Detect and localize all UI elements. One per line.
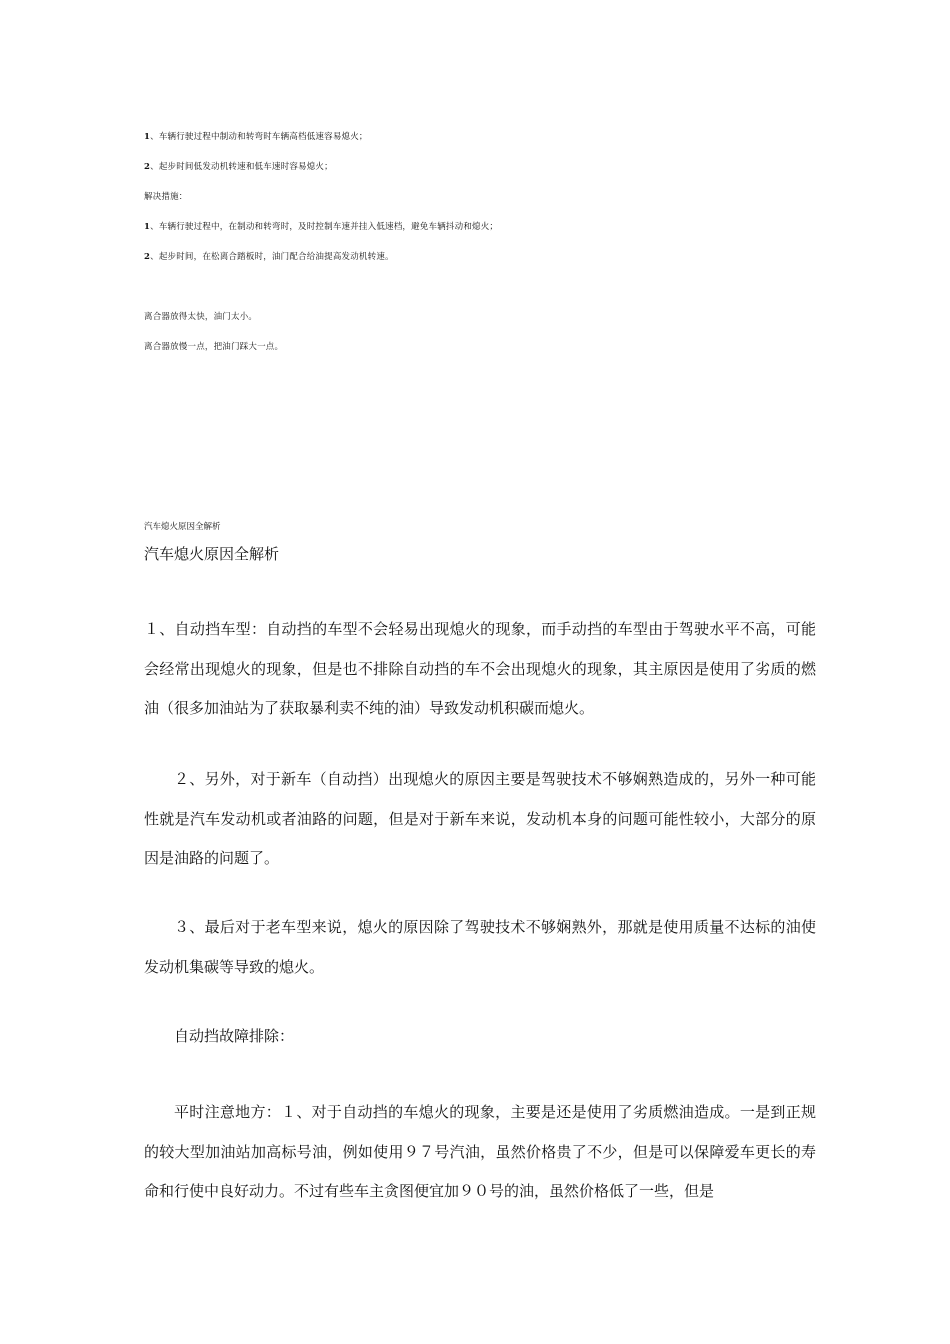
paragraph-1: １、自动挡车型：自动挡的车型不会轻易出现熄火的现象，而手动挡的车型由于驾驶水平不高，可能会经常出现熄火的现象，但是也不排除自动挡的车不会出现熄火的现象，其主原因是使用了劣质的燃油（很多加油站为了获取暴利卖不纯的油）导致发动机积碳而熄火。 <box>144 620 816 717</box>
solution-line-1-text: 、车辆行驶过程中，在制动和转弯时，及时控制车速并挂入低速档，避免车辆抖动和熄火； <box>150 222 499 232</box>
solution-line-2-text: 、起步时间，在松离合踏板时，油门配合给油提高发动机转速。 <box>150 252 394 262</box>
solution-heading: 解决措施： <box>144 192 188 202</box>
paragraph-2: ２、另外，对于新车（自动挡）出现熄火的原因主要是驾驶技术不够娴熟造成的，另外一种可能性就是汽车发动机或者油路的问题，但是对于新车来说，发动机本身的问题可能性较小，大部分的原因是油路的问题了。 <box>144 770 816 867</box>
cause-line-2 <box>144 161 333 173</box>
note-line-2: 离合器放慢一点，把油门踩大一点。 <box>144 342 284 352</box>
solution-line-1 <box>144 221 498 233</box>
cause-line-1-text: 、车辆行驶过程中制动和转弯时车辆高档低速容易熄火； <box>150 132 368 142</box>
solution-line-1-number: 1 <box>144 222 151 232</box>
paragraph-4: 自动挡故障排除： <box>174 1027 295 1045</box>
cause-line-1 <box>144 131 368 143</box>
cause-line-2-text: 、起步时间低发动机转速和低车速时容易熄火； <box>150 162 333 172</box>
note-line-1: 离合器放得太快，油门太小。 <box>144 312 258 322</box>
solution-line-2 <box>144 251 394 263</box>
paragraph-3: ３、最后对于老车型来说，熄火的原因除了驾驶技术不够娴熟外，那就是使用质量不达标的油使发动机集碳等导致的熄火。 <box>144 918 816 976</box>
solution-line-2-number: 2 <box>144 252 151 262</box>
cause-line-1-number: 1 <box>144 132 151 142</box>
article-title: 汽车熄火原因全解析 <box>144 545 280 563</box>
article-small-title: 汽车熄火原因全解析 <box>144 522 221 532</box>
paragraph-5: 平时注意地方：１、对于自动挡的车熄火的现象，主要是还是使用了劣质燃油造成。一是到正规的较大型加油站加高标号油，例如使用９７号汽油，虽然价格贵了不少，但是可以保障爱车更长的寿命和行使中良好动力。不过有些车主贪图便宜加９０号的油，虽然价格低了一些，但是 <box>144 1103 816 1200</box>
cause-line-2-number: 2 <box>144 162 151 172</box>
